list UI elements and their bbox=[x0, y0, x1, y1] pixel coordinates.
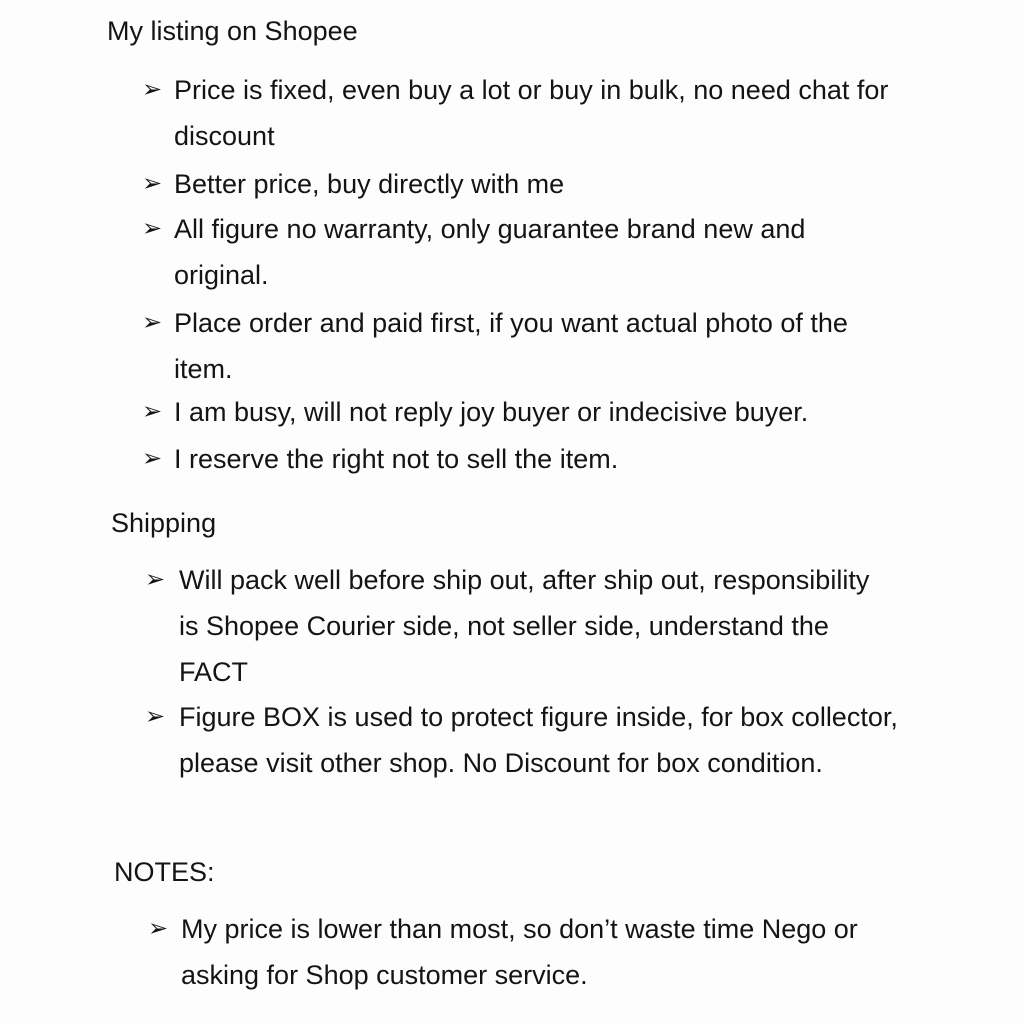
list-item-text: Place order and paid first, if you want actual photo of the item. bbox=[174, 308, 848, 384]
list-item bbox=[142, 436, 922, 482]
arrowhead-bullet-icon: ➢ bbox=[145, 703, 166, 730]
list-item-text: All figure no warranty, only guarantee brand new and original. bbox=[174, 214, 806, 290]
arrowhead-bullet-icon: ➢ bbox=[148, 915, 169, 942]
section-heading: My listing on Shopee bbox=[107, 16, 358, 46]
list-item-text: Will pack well before ship out, after ship out, responsibility is Shopee Courier side, not seller side, understand the FACT bbox=[179, 565, 870, 687]
arrowhead-bullet-icon: ➢ bbox=[142, 398, 163, 425]
arrowhead-bullet-icon: ➢ bbox=[145, 566, 166, 593]
list-item-text: Better price, buy directly with me bbox=[174, 169, 565, 199]
list-item-text: Figure BOX is used to protect figure inside, for box collector, please visit other shop. No Discount for box condition. bbox=[179, 702, 898, 778]
list-item bbox=[145, 694, 925, 786]
list-item bbox=[145, 557, 925, 695]
list-item-text: Price is fixed, even buy a lot or buy in bulk, no need chat for discount bbox=[174, 75, 889, 151]
arrowhead-bullet-icon: ➢ bbox=[142, 445, 163, 472]
list-item bbox=[142, 300, 922, 392]
list-item-text: My price is lower than most, so don’t waste time Nego or asking for Shop customer service. bbox=[181, 914, 858, 990]
arrowhead-bullet-icon: ➢ bbox=[142, 309, 163, 336]
section-heading: NOTES: bbox=[114, 857, 215, 887]
list-item bbox=[148, 906, 928, 998]
list-item bbox=[142, 67, 922, 159]
list-item-text: I am busy, will not reply joy buyer or indecisive buyer. bbox=[174, 397, 809, 427]
section-heading: Shipping bbox=[111, 508, 217, 538]
list-item bbox=[142, 389, 922, 435]
arrowhead-bullet-icon: ➢ bbox=[142, 215, 163, 242]
arrowhead-bullet-icon: ➢ bbox=[142, 170, 163, 197]
list-item-text: I reserve the right not to sell the item. bbox=[174, 444, 619, 474]
list-item bbox=[142, 206, 922, 298]
list-item bbox=[142, 161, 922, 207]
arrowhead-bullet-icon: ➢ bbox=[142, 76, 163, 103]
